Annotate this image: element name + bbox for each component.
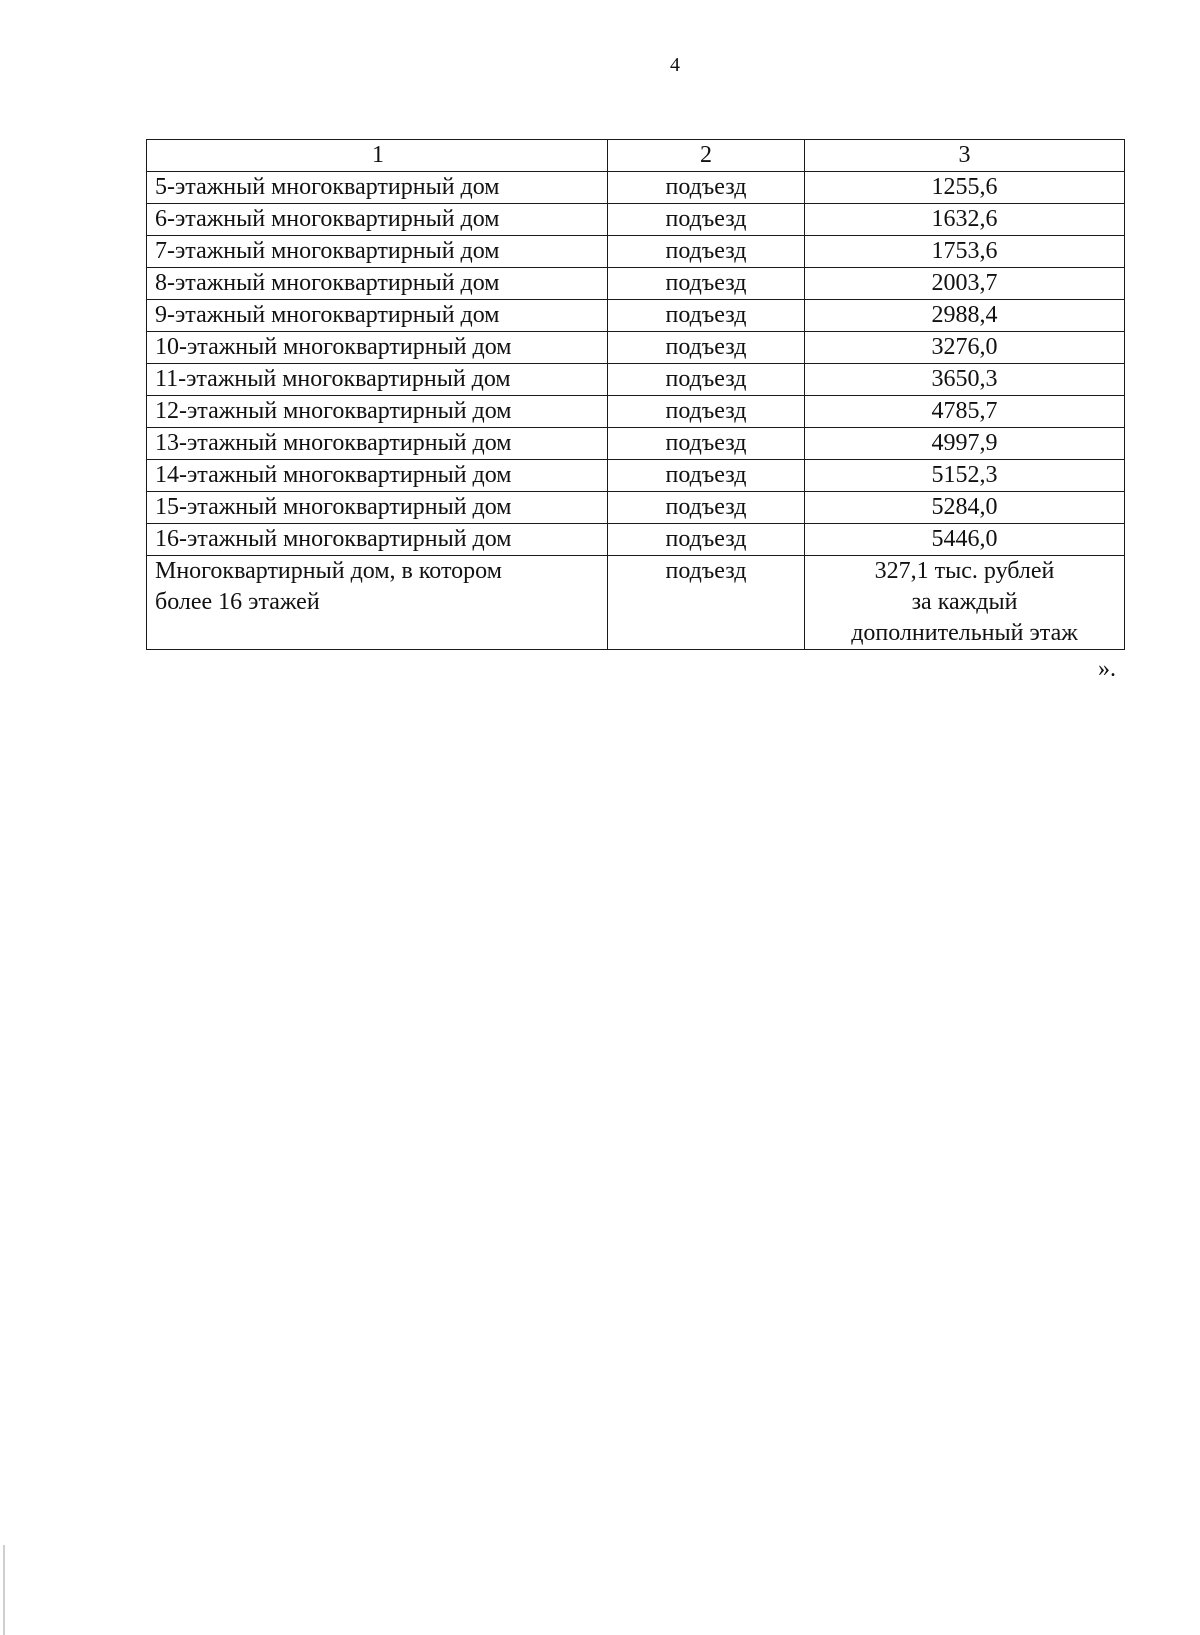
row-name: 9-этажный многоквартирный дом	[147, 300, 608, 332]
last-row-value-line-1: 327,1 тыс. рублей	[874, 558, 1055, 584]
row-unit: подъезд	[608, 524, 805, 556]
row-unit: подъезд	[608, 332, 805, 364]
last-row-name-line-1: Многоквартирный дом, в котором	[155, 558, 502, 584]
row-unit: подъезд	[608, 300, 805, 332]
row-unit: подъезд	[608, 428, 805, 460]
table-row	[147, 204, 1125, 236]
table-row	[147, 332, 1125, 364]
row-name: 14-этажный многоквартирный дом	[147, 460, 608, 492]
row-value: 4997,9	[805, 428, 1125, 460]
row-value: 3276,0	[805, 332, 1125, 364]
row-value: 2003,7	[805, 268, 1125, 300]
scan-edge-line	[3, 1545, 5, 1635]
table-header-row	[147, 140, 1125, 172]
row-unit: подъезд	[608, 492, 805, 524]
table-row	[147, 172, 1125, 204]
row-value: 2988,4	[805, 300, 1125, 332]
row-name: 13-этажный многоквартирный дом	[147, 428, 608, 460]
table-row	[147, 364, 1125, 396]
row-value: 1632,6	[805, 204, 1125, 236]
table-row	[147, 460, 1125, 492]
row-name: 6-этажный многоквартирный дом	[147, 204, 608, 236]
row-unit: подъезд	[608, 172, 805, 204]
table-row	[147, 396, 1125, 428]
row-value: 5446,0	[805, 524, 1125, 556]
page-number: 4	[670, 54, 680, 76]
last-row-value	[805, 556, 1125, 650]
last-row-unit: подъезд	[608, 556, 805, 650]
header-cell-1: 1	[147, 140, 608, 172]
row-unit: подъезд	[608, 268, 805, 300]
table-row-last	[147, 556, 1125, 650]
row-name: 11-этажный многоквартирный дом	[147, 364, 608, 396]
row-name: 8-этажный многоквартирный дом	[147, 268, 608, 300]
row-unit: подъезд	[608, 364, 805, 396]
header-cell-3: 3	[805, 140, 1125, 172]
row-value: 3650,3	[805, 364, 1125, 396]
row-value: 5152,3	[805, 460, 1125, 492]
table-row	[147, 300, 1125, 332]
row-value: 5284,0	[805, 492, 1125, 524]
row-name: 10-этажный многоквартирный дом	[147, 332, 608, 364]
closing-quote-mark: ».	[1098, 656, 1116, 682]
tariff-table	[146, 139, 1125, 650]
last-row-value-line-2: за каждый	[911, 589, 1018, 615]
row-name: 15-этажный многоквартирный дом	[147, 492, 608, 524]
row-value: 1255,6	[805, 172, 1125, 204]
row-value: 1753,6	[805, 236, 1125, 268]
row-unit: подъезд	[608, 204, 805, 236]
table-row	[147, 236, 1125, 268]
header-cell-2: 2	[608, 140, 805, 172]
row-name: 7-этажный многоквартирный дом	[147, 236, 608, 268]
table-row	[147, 492, 1125, 524]
row-unit: подъезд	[608, 396, 805, 428]
row-value: 4785,7	[805, 396, 1125, 428]
last-row-name-line-2: более 16 этажей	[155, 589, 320, 615]
row-name: 16-этажный многоквартирный дом	[147, 524, 608, 556]
table-row	[147, 524, 1125, 556]
row-unit: подъезд	[608, 460, 805, 492]
row-unit: подъезд	[608, 236, 805, 268]
table-row	[147, 428, 1125, 460]
last-row-value-line-3: дополнительный этаж	[851, 620, 1078, 646]
row-name: 12-этажный многоквартирный дом	[147, 396, 608, 428]
row-name: 5-этажный многоквартирный дом	[147, 172, 608, 204]
last-row-name	[147, 556, 608, 650]
table-row	[147, 268, 1125, 300]
